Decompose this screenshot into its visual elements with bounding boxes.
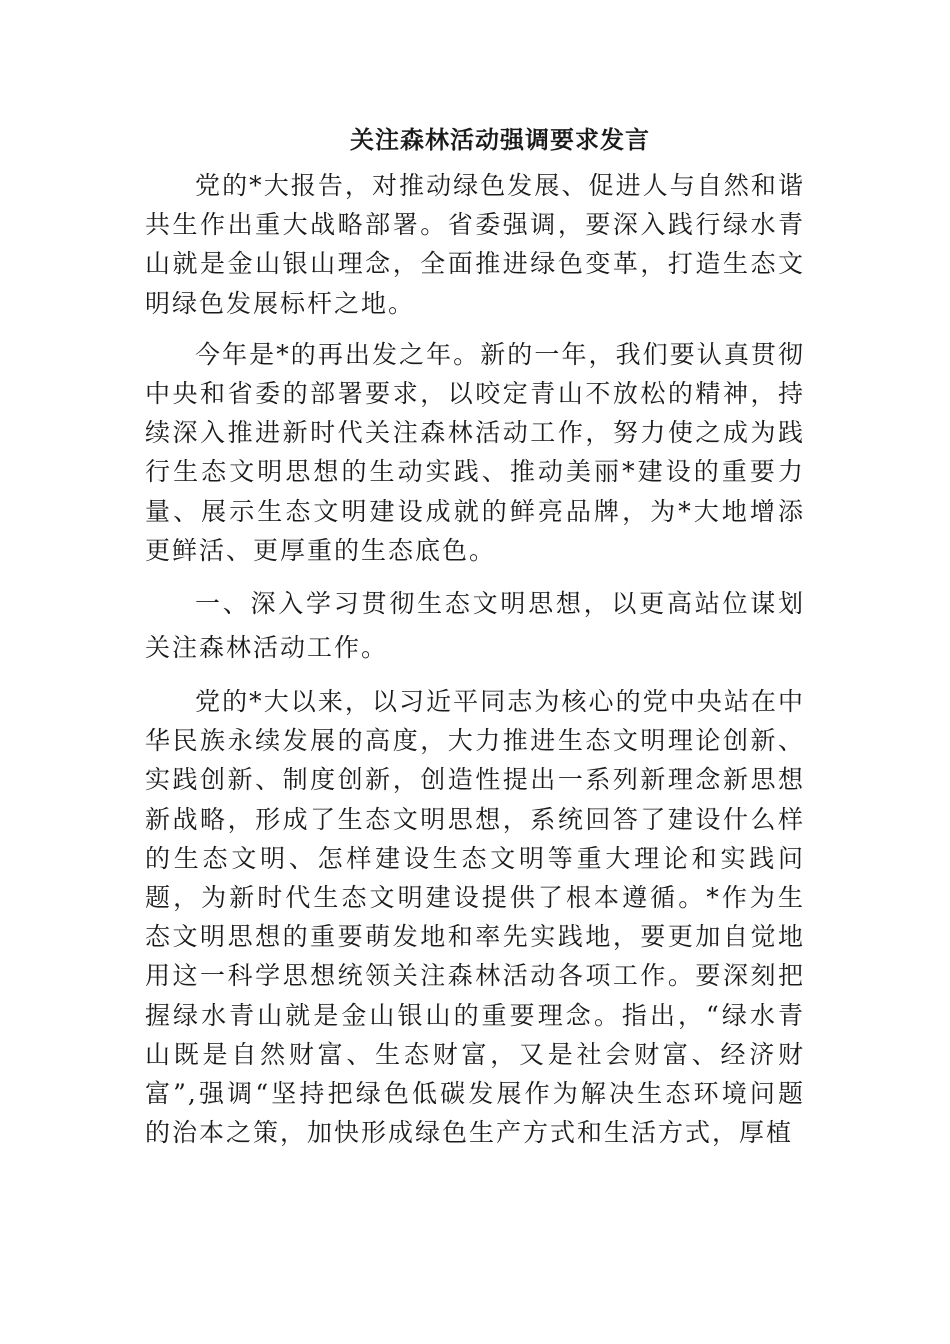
paragraph-2: 今年是*的再出发之年。新的一年，我们要认真贯彻中央和省委的部署要求，以咬定青山不放松的精神，持续深入推进新时代关注森林活动工作，努力使之成为践行生态文明思想的生动实践、推动美丽*建设的重要力量、展示生态文明建设成就的鲜亮品牌，为*大地增添更鲜活、更厚重的生态底色。 xyxy=(145,339,805,565)
section-paragraph: 党的*大以来，以习近平同志为核心的党中央站在中华民族永续发展的高度，大力推进生态文明理论创新、实践创新、制度创新，创造性提出一系列新理念新思想新战略，形成了生态文明思想，系统回答了建设什么样的生态文明、怎样建设生态文明等重大理论和实践问题，为新时代生态文明建设提供了根本遵循。*作为生态文明思想的重要萌发地和率先实践地，要更加自觉地用这一科学思想统领关注森林活动各项工作。要深刻把握绿水青山就是金山银山的重要理念。指出，“绿水青山既是自然财富、生态财富，又是社会财富、经济财富”,强调“坚持把绿色低碳发展作为解决生态环境问题的治本之策，加快形成绿色生产方式和生活方式，厚植 xyxy=(145,687,805,1148)
document-title: 关注森林活动强调要求发言 xyxy=(350,125,650,154)
document-body xyxy=(145,166,805,1164)
paragraph-1: 党的*大报告，对推动绿色发展、促进人与自然和谐共生作出重大战略部署。省委强调，要深入践行绿水青山就是金山银山理念，全面推进绿色变革，打造生态文明绿色发展标杆之地。 xyxy=(145,171,805,318)
section-heading: 一、深入学习贯彻生态文明思想，以更高站位谋划关注森林活动工作。 xyxy=(145,589,805,663)
